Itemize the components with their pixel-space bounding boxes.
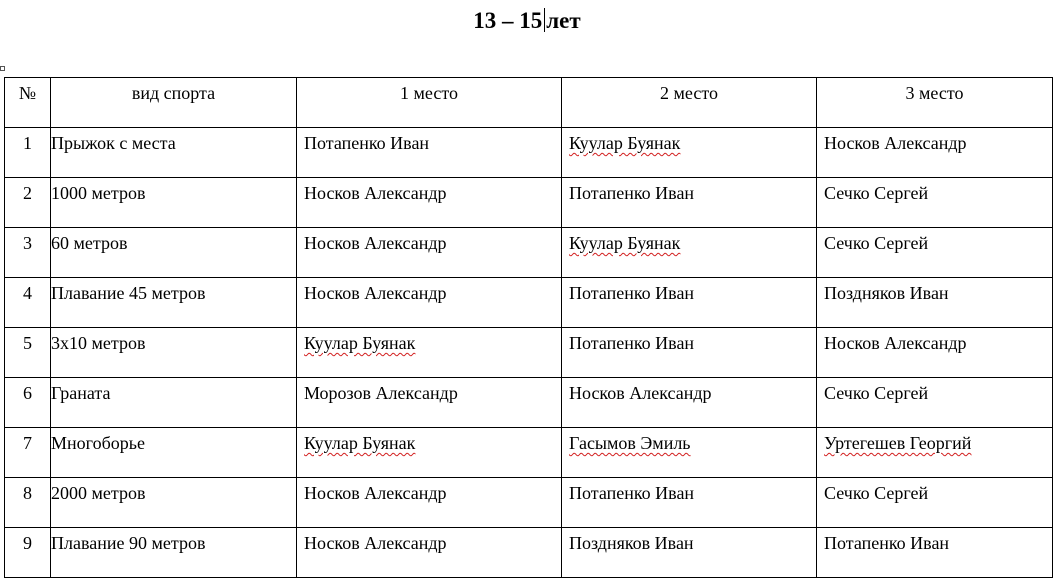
table-row: [5, 478, 1053, 528]
place-3-cell: Сечко Сергей: [817, 178, 1053, 228]
sport-cell: Прыжок с места: [51, 128, 297, 178]
table-row: [5, 178, 1053, 228]
spellcheck-flagged-name[interactable]: Гасымов Эмиль: [569, 433, 691, 453]
sport-cell: 1000 метров: [51, 178, 297, 228]
place-2-cell: Потапенко Иван: [562, 328, 817, 378]
place-1-cell: Носков Александр: [297, 228, 562, 278]
row-number: 2: [5, 178, 51, 228]
place-2-cell: [562, 228, 817, 278]
place-2-cell: Потапенко Иван: [562, 178, 817, 228]
table-row: [5, 328, 1053, 378]
table-row: [5, 378, 1053, 428]
place-3-cell: Сечко Сергей: [817, 378, 1053, 428]
header-sport: вид спорта: [51, 78, 297, 128]
place-1-cell: Носков Александр: [297, 278, 562, 328]
sport-cell: 3х10 метров: [51, 328, 297, 378]
place-3-cell: Сечко Сергей: [817, 228, 1053, 278]
spellcheck-flagged-name[interactable]: Куулар Буянак: [569, 233, 681, 253]
spellcheck-flagged-name[interactable]: Куулар Буянак: [304, 433, 416, 453]
row-number: 6: [5, 378, 51, 428]
row-number: 7: [5, 428, 51, 478]
table-row: [5, 128, 1053, 178]
row-number: 9: [5, 528, 51, 578]
spellcheck-flagged-name[interactable]: Уртегешев Георгий: [824, 433, 972, 453]
place-3-cell: Носков Александр: [817, 128, 1053, 178]
spellcheck-flagged-name[interactable]: Куулар Буянак: [569, 133, 681, 153]
place-1-cell: Потапенко Иван: [297, 128, 562, 178]
header-place-2: 2 место: [562, 78, 817, 128]
row-number: 8: [5, 478, 51, 528]
row-number: 5: [5, 328, 51, 378]
place-2-cell: Потапенко Иван: [562, 278, 817, 328]
sport-cell: 2000 метров: [51, 478, 297, 528]
place-1-cell: Носков Александр: [297, 178, 562, 228]
title-age-range: 13 – 15: [473, 8, 543, 33]
place-1-cell: [297, 428, 562, 478]
table-row: [5, 278, 1053, 328]
row-number: 1: [5, 128, 51, 178]
place-3-cell: Поздняков Иван: [817, 278, 1053, 328]
table-row: [5, 228, 1053, 278]
row-number: 4: [5, 278, 51, 328]
table-row: [5, 428, 1053, 478]
spellcheck-flagged-name[interactable]: Куулар Буянак: [304, 333, 416, 353]
header-place-1: 1 место: [297, 78, 562, 128]
page-title: [0, 6, 1054, 36]
place-2-cell: [562, 428, 817, 478]
place-1-cell: [297, 328, 562, 378]
sport-cell: Плавание 90 метров: [51, 528, 297, 578]
place-3-cell: Носков Александр: [817, 328, 1053, 378]
row-number: 3: [5, 228, 51, 278]
place-3-cell: Сечко Сергей: [817, 478, 1053, 528]
header-number: №: [5, 78, 51, 128]
title-suffix: лет: [546, 8, 581, 33]
place-1-cell: Морозов Александр: [297, 378, 562, 428]
table-header-row: [5, 78, 1053, 128]
place-3-cell: [817, 428, 1053, 478]
sport-cell: 60 метров: [51, 228, 297, 278]
place-2-cell: Носков Александр: [562, 378, 817, 428]
place-3-cell: Потапенко Иван: [817, 528, 1053, 578]
place-2-cell: Потапенко Иван: [562, 478, 817, 528]
place-1-cell: Носков Александр: [297, 528, 562, 578]
sport-cell: Многоборье: [51, 428, 297, 478]
table-row: [5, 528, 1053, 578]
table-move-handle-icon[interactable]: [0, 66, 5, 71]
results-table: [4, 77, 1053, 578]
place-2-cell: Поздняков Иван: [562, 528, 817, 578]
sport-cell: Граната: [51, 378, 297, 428]
header-place-3: 3 место: [817, 78, 1053, 128]
sport-cell: Плавание 45 метров: [51, 278, 297, 328]
place-2-cell: [562, 128, 817, 178]
place-1-cell: Носков Александр: [297, 478, 562, 528]
